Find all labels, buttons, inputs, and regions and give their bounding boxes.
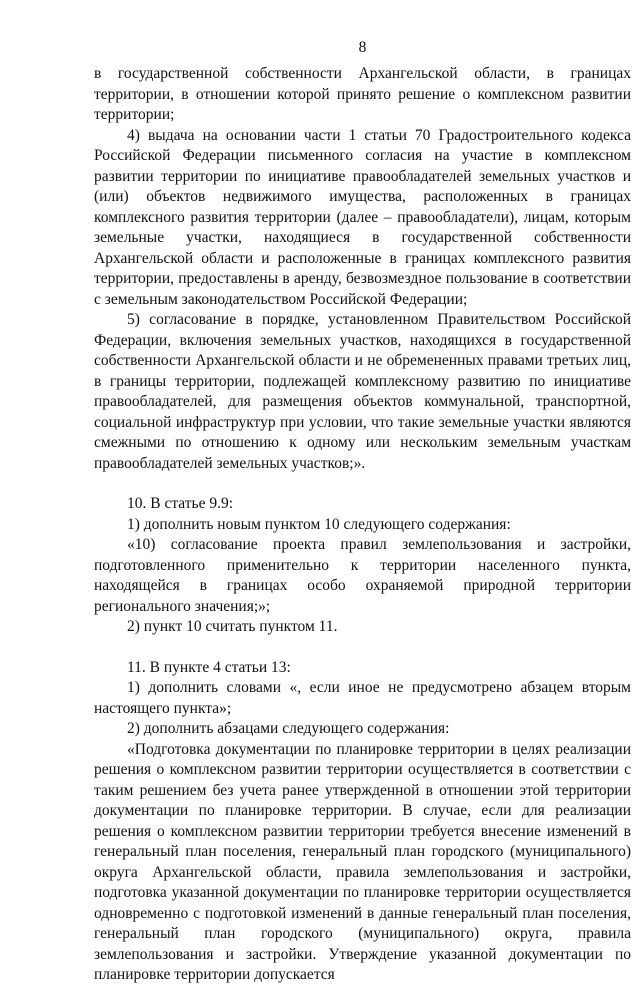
- paragraph-10-quote: «10) согласование проекта правил землепользования и застройки, подготовленного применительно к территории населенного пункта, находящейся в границах особо охраняемой природной территории регионального значения;»;: [94, 536, 631, 615]
- paragraph-11-quote: «Подготовка документации по планировке территории в целях реализации решения о комплексном развитии территории осуществляется в соответствии с таким решением без учета ранее утвержденной в отношении этой территории документации по планировке территории. В случае, если для реализации решения о комплексном развитии территории требуется внесение изменений в генеральный план поселения, генеральный план городского (муниципального) округа Архангельской области, правила землепользования и застройки, подготовка указанной документации по планировке территории осуществляется одновременно с подготовкой изменений в данные генеральный план поселения, генеральный план городского (муниципального) округа, правила землепользования и застройки. Утверждение указанной документации по планировке территории допускается: [94, 740, 631, 983]
- document-body: [94, 64, 631, 986]
- section-heading-10: 10. В статье 9.9:: [127, 495, 234, 512]
- paragraph-item-5: 5) согласование в порядке, установленном Правительством Российской Федерации, включения земельных участков, находящихся в государственной собственности Архангельской области и не обремененных правами третьих лиц, в границы территории, подлежащей комплексному развитию по инициативе правообладателей, для размещения объектов коммунальной, транспортной, социальной инфраструктур при условии, что такие земельные участки являются смежными по отношению к одному или нескольким земельным участкам правообладателей земельных участков;».: [94, 311, 631, 472]
- paragraph-11-item-2: 2) дополнить абзацами следующего содержания:: [127, 720, 450, 737]
- paragraph-item-4: 4) выдача на основании части 1 статьи 70 Градостроительного кодекса Российской Федерации письменного согласия на участие в комплексном развитии территории по инициативе правообладателей земельных участков и (или) объектов недвижимого имущества, расположенных в границах комплексного развития территории (далее – правообладатели), лицам, которым земельные участки, находящиеся в государственной собственности Архангельской области и расположенные в границах комплексного развития территории, предоставлены в аренду, безвозмездное пользование в соответствии с земельным законодательством Российской Федерации;: [94, 126, 631, 308]
- paragraph-10-item-1: 1) дополнить новым пунктом 10 следующего содержания:: [127, 515, 511, 533]
- paragraph-10-item-2: 2) пункт 10 считать пунктом 11.: [127, 618, 338, 635]
- section-heading-11: 11. В пункте 4 статьи 13:: [127, 658, 291, 676]
- page-number: 8: [358, 39, 367, 56]
- paragraph-11-item-1: 1) дополнить словами «, если иное не предусмотрено абзацем вторым настоящего пункта»;: [94, 679, 631, 717]
- paragraph-continuation: в государственной собственности Архангельской области, в границах территории, в отношении которой принято решение о комплексном развитии территории;: [94, 65, 631, 123]
